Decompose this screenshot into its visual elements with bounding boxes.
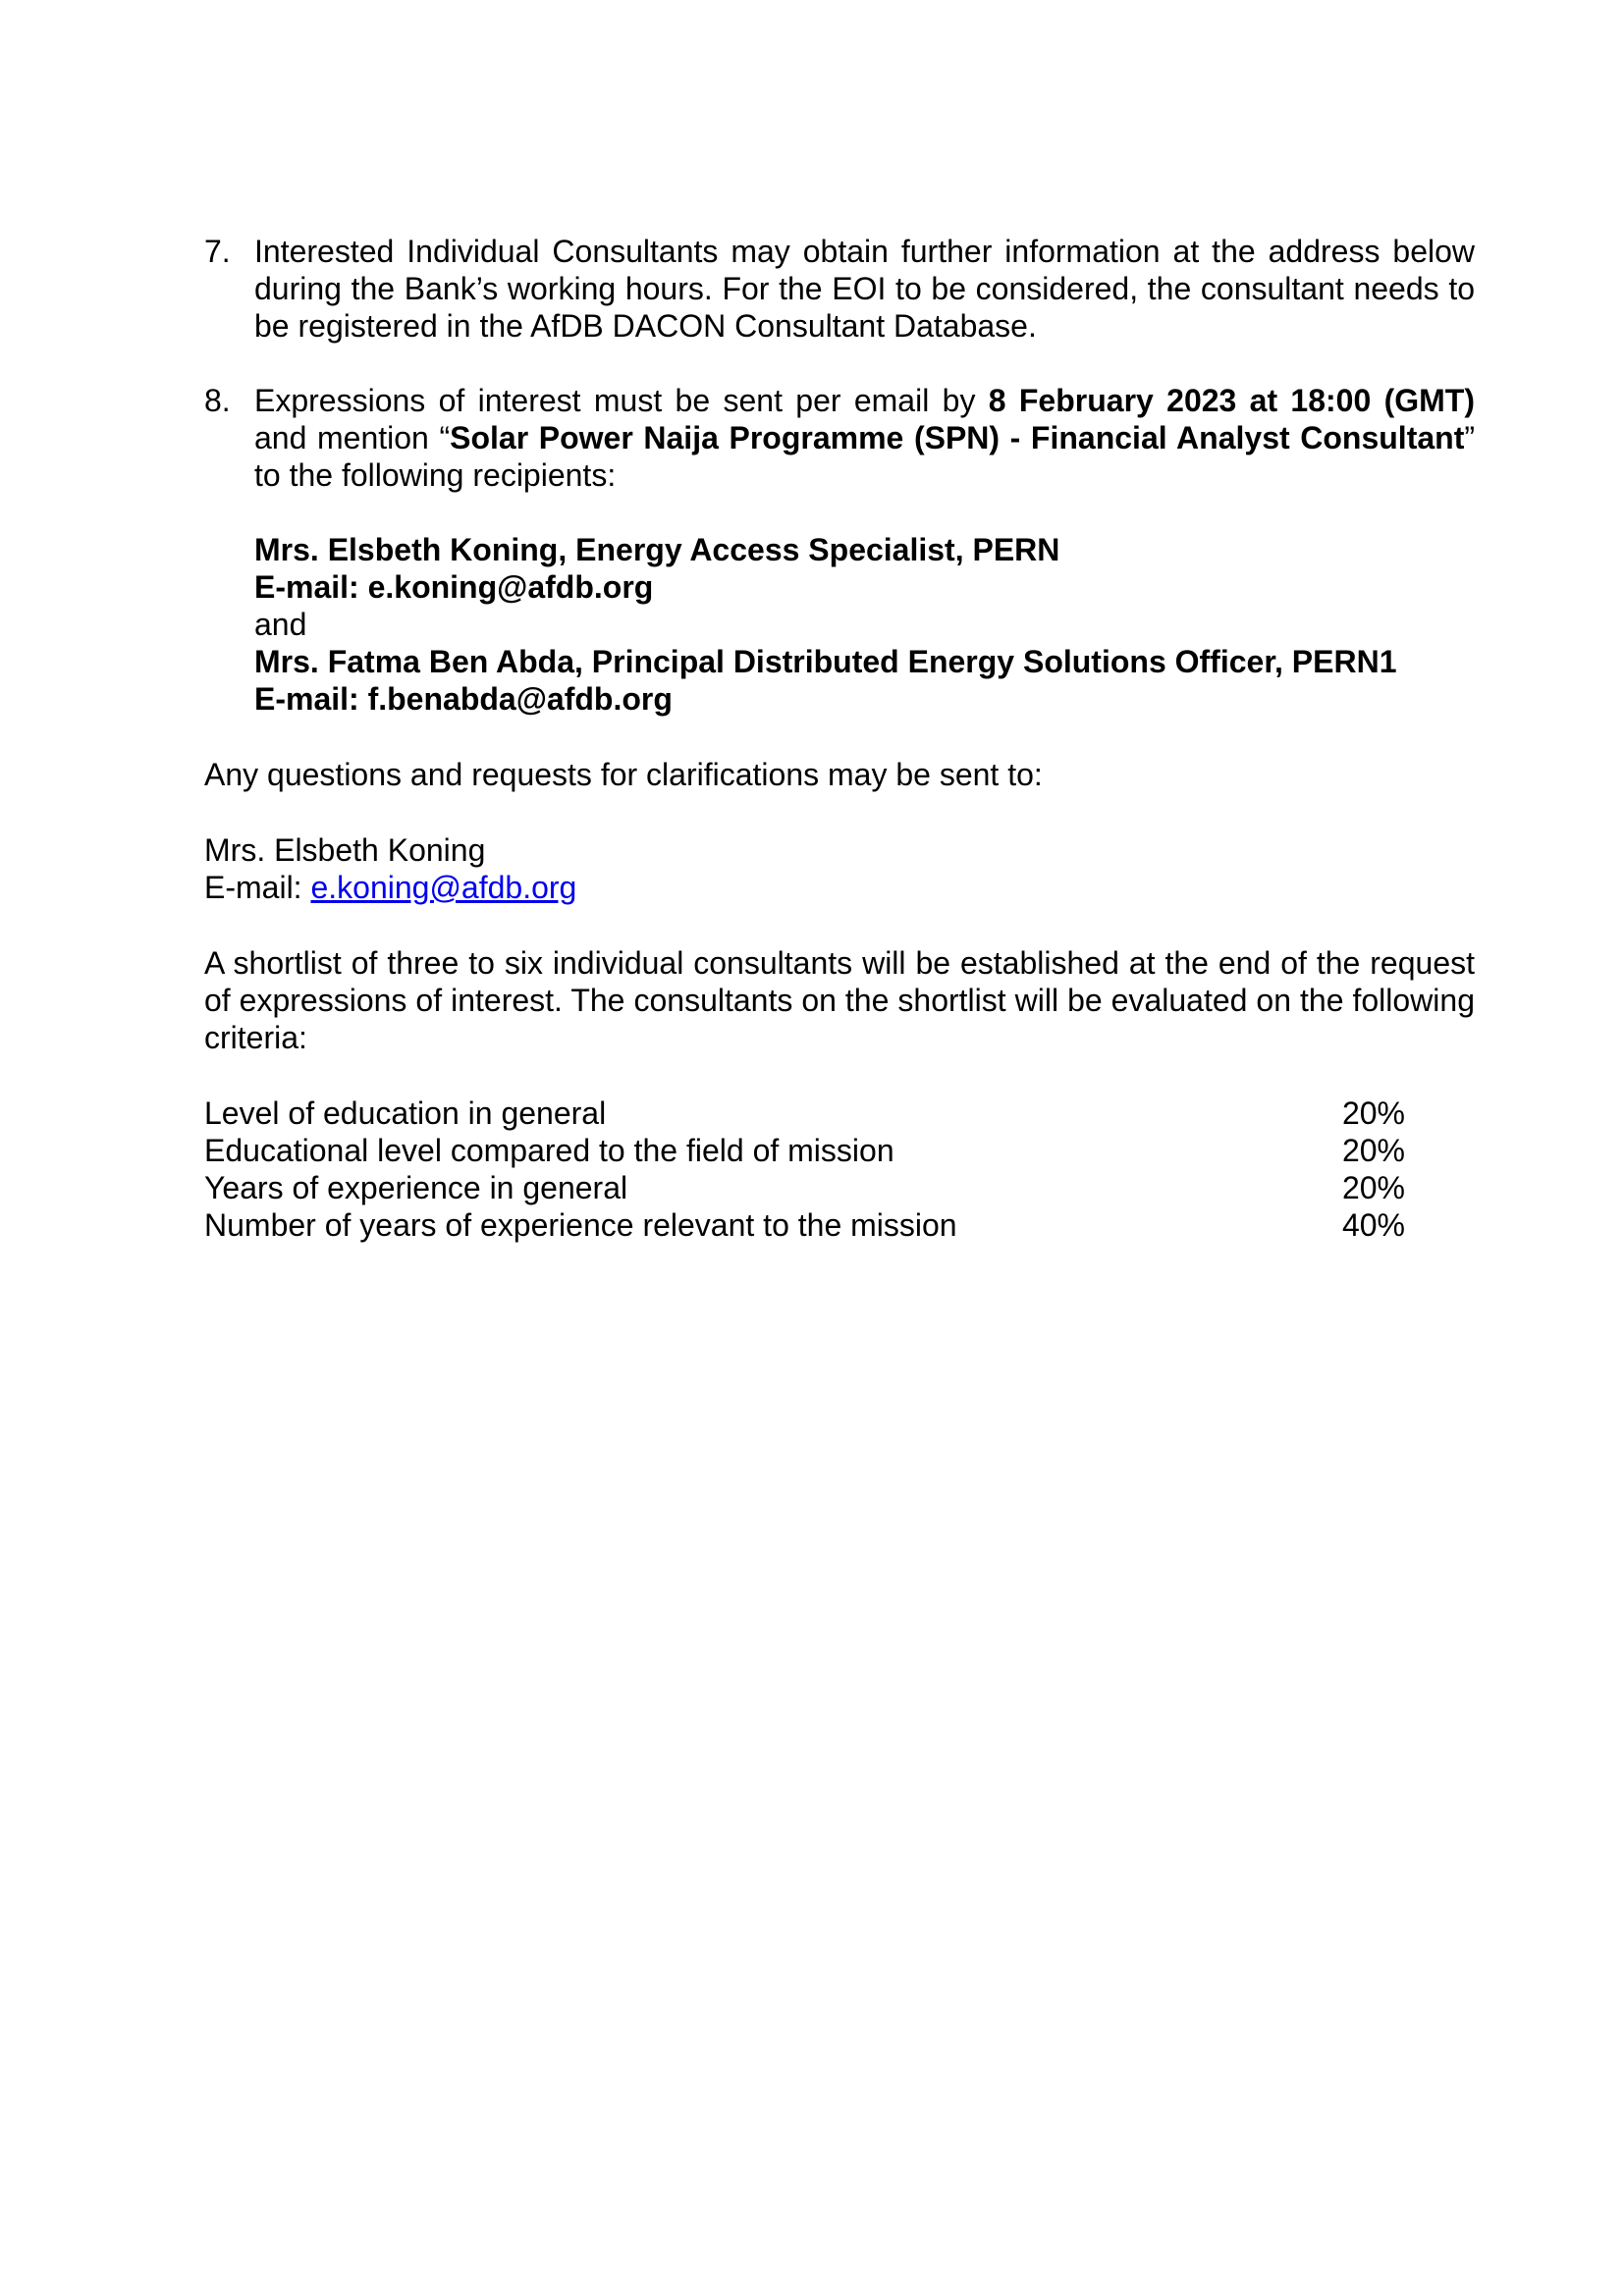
shortlist-text: A shortlist of three to six individual consultants will be established at the end of the request of expressions of interest. The consultants on the shortlist will be evaluated on the following criteria: <box>204 945 1475 1055</box>
submission-instructions <box>254 382 1475 494</box>
instructions-intro: Expressions of interest must be sent per email by <box>254 383 989 418</box>
recipient-1-email: E-mail: e.koning@afdb.org <box>254 569 654 605</box>
item-number: 7. <box>204 234 231 269</box>
criteria-label: Educational level compared to the field of mission <box>204 1133 894 1168</box>
email-link[interactable]: e.koning@afdb.org <box>310 870 577 905</box>
recipients-intro: ” to the following recipients: <box>254 420 1475 493</box>
recipients-and: and <box>254 607 307 642</box>
email-label: E-mail: <box>204 870 311 905</box>
mention-text: and mention “ <box>254 420 451 455</box>
criteria-label: Level of education in general <box>204 1095 607 1131</box>
recipients-block <box>254 531 1475 718</box>
criteria-weight: 40% <box>1341 1207 1405 1243</box>
criteria-label: Number of years of experience relevant to the mission <box>204 1207 957 1243</box>
recipient-1-name: Mrs. Elsbeth Koning, Energy Access Specialist, PERN <box>254 532 1060 567</box>
questions-contact-email <box>204 869 1475 906</box>
numbered-item-8 <box>204 382 1475 718</box>
recipient-2-email: E-mail: f.benabda@afdb.org <box>254 681 673 717</box>
questions-contact-name: Mrs. Elsbeth Koning <box>204 832 486 868</box>
criteria-row <box>204 1206 1405 1244</box>
deadline: 8 February 2023 at 18:00 (GMT) <box>988 383 1476 418</box>
item-text: Interested Individual Consultants may obtain further information at the address below during the Bank’s working hours. For the EOI to be considered, the consultant needs to be registered in the AfDB DACON Consultant Database. <box>254 234 1475 344</box>
criteria-list <box>204 1095 1475 1244</box>
item-number: 8. <box>204 383 231 418</box>
criteria-weight: 20% <box>1341 1170 1405 1205</box>
document-page <box>204 233 1475 1244</box>
criteria-weight: 20% <box>1341 1095 1405 1131</box>
questions-text: Any questions and requests for clarifications may be sent to: <box>204 757 1043 792</box>
recipient-2-name: Mrs. Fatma Ben Abda, Principal Distributed Energy Solutions Officer, PERN1 <box>254 644 1397 679</box>
criteria-label: Years of experience in general <box>204 1170 628 1205</box>
criteria-row <box>204 1132 1405 1169</box>
criteria-weight: 20% <box>1341 1133 1405 1168</box>
item-body <box>254 382 1475 718</box>
email-subject: Solar Power Naija Programme (SPN) - Financial Analyst Consultant <box>450 420 1465 455</box>
numbered-item-7 <box>204 233 1475 345</box>
criteria-row <box>204 1169 1405 1206</box>
criteria-row <box>204 1095 1405 1132</box>
